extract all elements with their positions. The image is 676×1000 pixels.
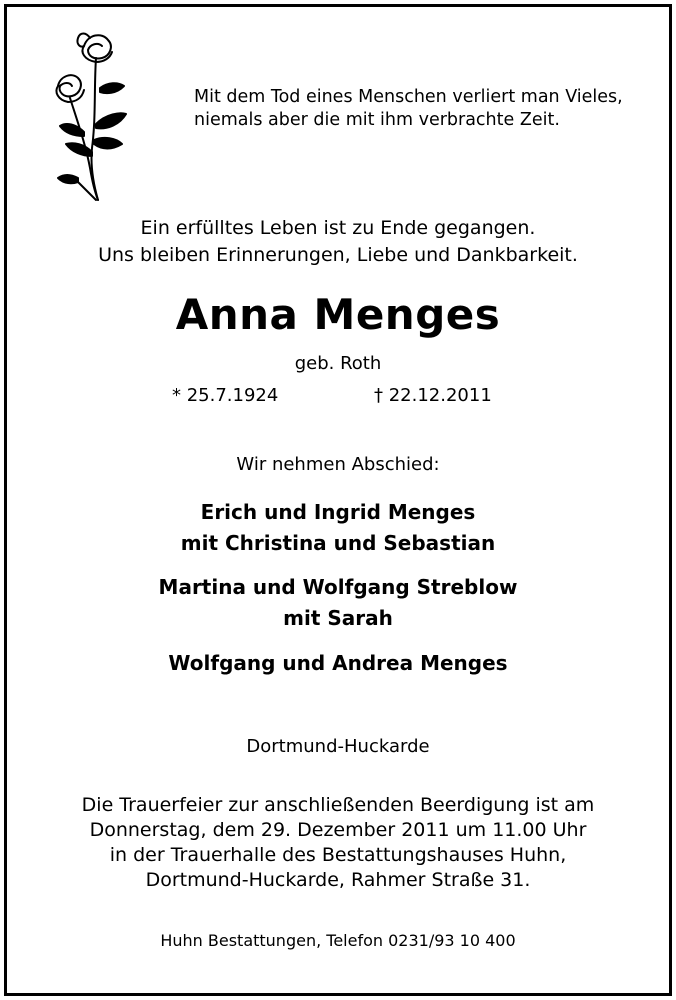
death-date: † 22.12.2011	[374, 385, 492, 406]
service-details	[0, 793, 676, 893]
motto-line-1: Mit dem Tod eines Menschen verliert man Vieles,	[194, 87, 623, 107]
intro-line-2: Uns bleiben Erinnerungen, Liebe und Dankbarkeit.	[98, 244, 578, 266]
motto-line-2: niemals aber die mit ihm verbrachte Zeit.	[194, 110, 560, 130]
intro-text	[0, 215, 676, 269]
service-line-1: Die Trauerfeier zur anschließenden Beerdigung ist am	[81, 794, 595, 816]
mourner-group	[0, 648, 676, 679]
birth-name: geb. Roth	[294, 353, 382, 374]
mourner-line: Erich und Ingrid Menges	[200, 500, 476, 524]
funeral-home-contact: Huhn Bestattungen, Telefon 0231/93 10 400	[160, 931, 516, 950]
mourner-line: mit Sarah	[283, 606, 393, 630]
place-name: Dortmund-Huckarde	[246, 736, 430, 757]
service-line-4: Dortmund-Huckarde, Rahmer Straße 31.	[145, 869, 531, 891]
mourner-group	[0, 497, 676, 559]
mourner-line: Martina und Wolfgang Streblow	[158, 575, 518, 599]
intro-line-1: Ein erfülltes Leben ist zu Ende gegangen.	[140, 217, 536, 239]
motto-quote	[194, 86, 644, 132]
rose-icon	[44, 28, 140, 204]
mourner-line: Wolfgang und Andrea Menges	[168, 651, 508, 675]
farewell-heading: Wir nehmen Abschied:	[236, 454, 440, 475]
mourner-line: mit Christina und Sebastian	[180, 531, 496, 555]
mourner-group	[0, 572, 676, 634]
deceased-name: Anna Menges	[175, 290, 501, 339]
birth-date: * 25.7.1924	[172, 385, 279, 406]
service-line-2: Donnerstag, dem 29. Dezember 2011 um 11.00 Uhr	[89, 819, 587, 841]
service-line-3: in der Trauerhalle des Bestattungshauses Huhn,	[109, 844, 567, 866]
